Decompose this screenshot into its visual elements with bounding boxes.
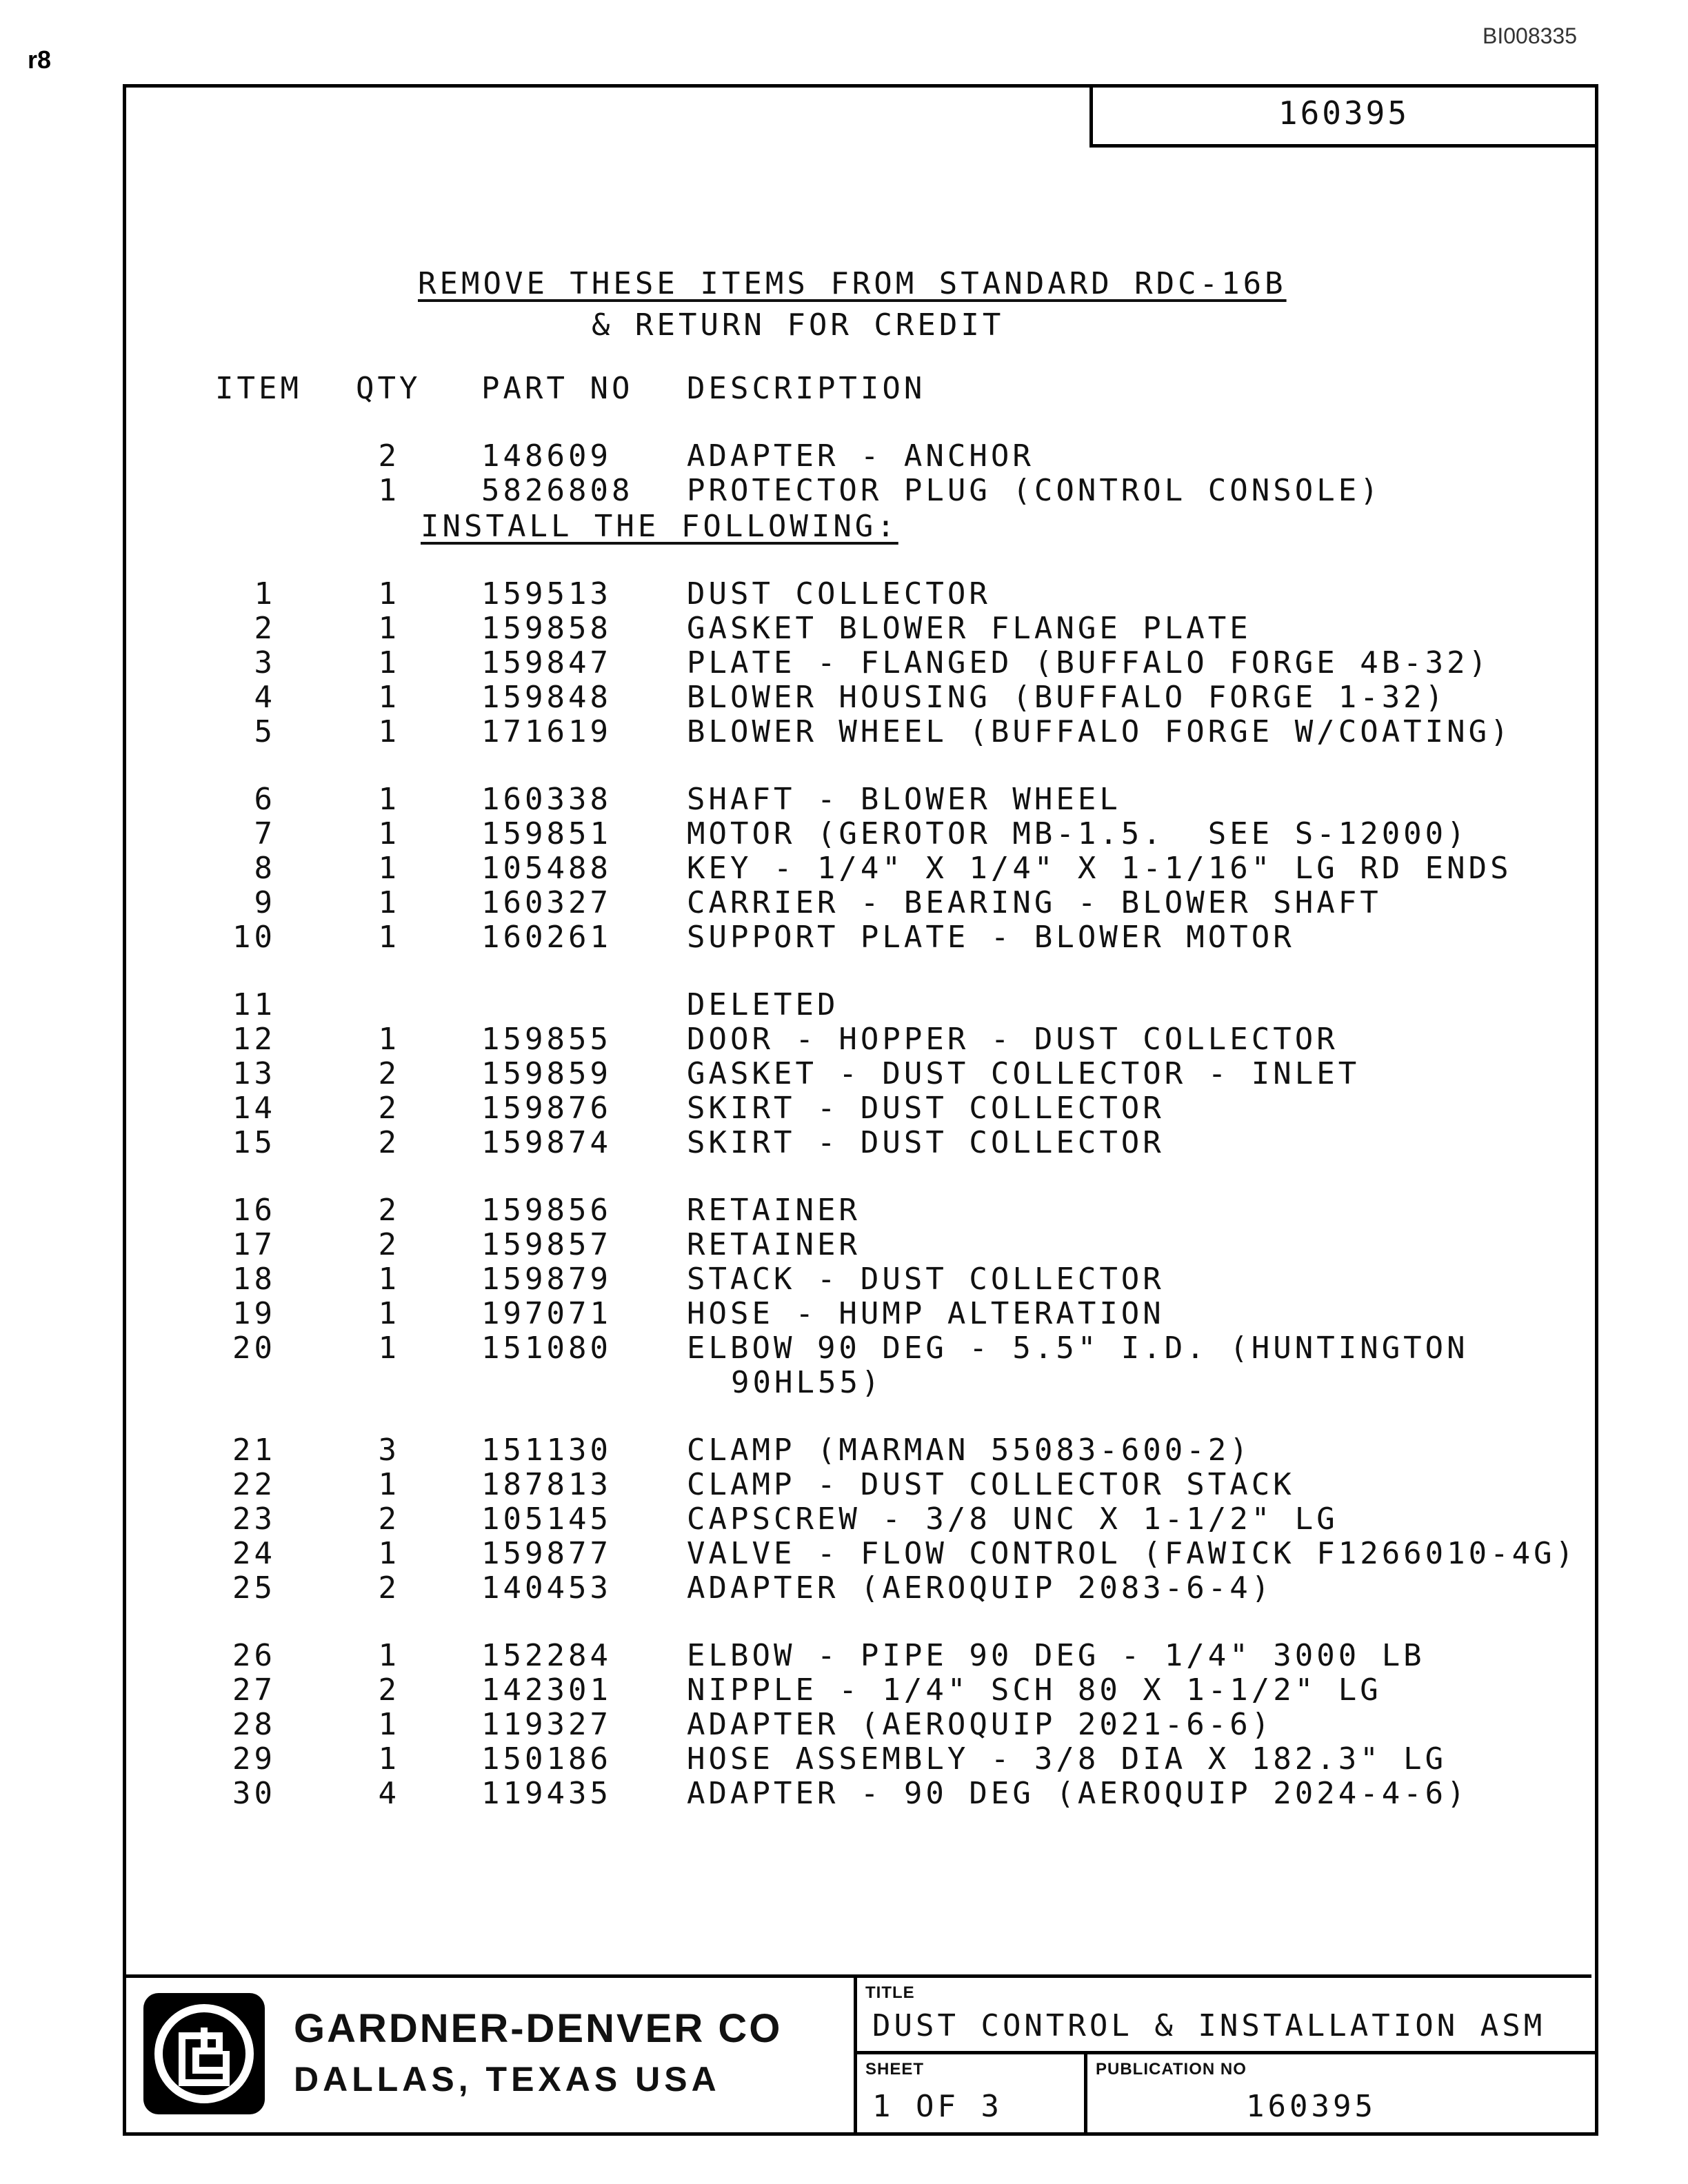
title-block <box>123 1974 1591 2132</box>
table-row <box>0 1433 1688 1467</box>
description: SHAFT - BLOWER WHEEL <box>687 782 1121 817</box>
part-number: 159847 <box>481 645 612 680</box>
table-row <box>0 1536 1688 1570</box>
description: BLOWER HOUSING (BUFFALO FORGE 1-32) <box>687 680 1447 715</box>
description: RETAINER <box>687 1227 861 1262</box>
part-number: 160327 <box>481 885 612 920</box>
part-number: 119327 <box>481 1707 612 1742</box>
description: ADAPTER - ANCHOR <box>687 438 1034 474</box>
part-number: 119435 <box>481 1776 612 1811</box>
table-row <box>0 576 1688 611</box>
table-row <box>0 1741 1688 1776</box>
table-row <box>0 611 1688 645</box>
item-number: 22 <box>232 1467 276 1502</box>
column-header-description: DESCRIPTION <box>687 371 926 406</box>
publication-box <box>1084 2051 1595 2136</box>
part-number: 159877 <box>481 1536 612 1571</box>
quantity: 1 <box>378 816 400 851</box>
quantity: 1 <box>378 714 400 749</box>
quantity: 1 <box>378 1536 400 1571</box>
description: DOOR - HOPPER - DUST COLLECTOR <box>687 1022 1338 1057</box>
item-number: 3 <box>254 645 276 680</box>
quantity: 1 <box>378 1638 400 1673</box>
description: CLAMP - DUST COLLECTOR STACK <box>687 1467 1295 1502</box>
item-number: 21 <box>232 1433 276 1468</box>
item-number: 19 <box>232 1296 276 1331</box>
quantity: 4 <box>378 1776 400 1811</box>
quantity: 2 <box>378 1056 400 1091</box>
part-number: 5826808 <box>481 473 634 508</box>
column-header-item: ITEM <box>215 371 302 406</box>
description: PLATE - FLANGED (BUFFALO FORGE 4B-32) <box>687 645 1491 680</box>
part-number: 197071 <box>481 1296 612 1331</box>
item-number: 25 <box>232 1570 276 1606</box>
part-number: 159859 <box>481 1056 612 1091</box>
description: PROTECTOR PLUG (CONTROL CONSOLE) <box>687 473 1382 508</box>
part-number: 187813 <box>481 1467 612 1502</box>
publication-value: 160395 <box>1246 2089 1376 2124</box>
part-number: 152284 <box>481 1638 612 1673</box>
description: SUPPORT PLATE - BLOWER MOTOR <box>687 920 1295 955</box>
table-row <box>0 1638 1688 1672</box>
description: VALVE - FLOW CONTROL (FAWICK F1266010-4G) <box>687 1536 1578 1571</box>
item-number: 27 <box>232 1672 276 1708</box>
item-number: 15 <box>232 1125 276 1160</box>
part-number: 159874 <box>481 1125 612 1160</box>
part-number: 151080 <box>481 1331 612 1366</box>
heading-line-1: REMOVE THESE ITEMS FROM STANDARD RDC-16B <box>418 266 1287 301</box>
title-label: TITLE <box>865 1983 915 2002</box>
table-row <box>0 1125 1688 1160</box>
quantity: 3 <box>378 1433 400 1468</box>
description: KEY - 1/4" X 1/4" X 1-1/16" LG RD ENDS <box>687 851 1512 886</box>
item-number: 18 <box>232 1262 276 1297</box>
table-row <box>0 1296 1688 1331</box>
gardner-denver-logo <box>143 1993 265 2114</box>
quantity: 1 <box>378 1741 400 1777</box>
item-number: 13 <box>232 1056 276 1091</box>
description-continued: 90HL55) <box>731 1365 883 1400</box>
description: HOSE - HUMP ALTERATION <box>687 1296 1165 1331</box>
quantity: 2 <box>378 1502 400 1537</box>
table-row <box>0 1570 1688 1605</box>
description: GASKET - DUST COLLECTOR - INLET <box>687 1056 1360 1091</box>
table-row <box>0 1672 1688 1707</box>
quantity: 2 <box>378 1193 400 1228</box>
quantity: 2 <box>378 1570 400 1606</box>
column-header-part-no: PART NO <box>481 371 634 406</box>
quantity: 1 <box>378 851 400 886</box>
item-number: 14 <box>232 1091 276 1126</box>
part-number: 160261 <box>481 920 612 955</box>
table-row <box>0 1091 1688 1125</box>
quantity: 1 <box>378 1707 400 1742</box>
item-number: 7 <box>254 816 276 851</box>
description: BLOWER WHEEL (BUFFALO FORGE W/COATING) <box>687 714 1512 749</box>
quantity: 1 <box>378 1296 400 1331</box>
description: ADAPTER - 90 DEG (AEROQUIP 2024-4-6) <box>687 1776 1469 1811</box>
quantity: 1 <box>378 782 400 817</box>
item-number: 24 <box>232 1536 276 1571</box>
item-number: 16 <box>232 1193 276 1228</box>
item-number: 28 <box>232 1707 276 1742</box>
table-row <box>0 714 1688 749</box>
table-row <box>0 885 1688 920</box>
sheet-value: 1 OF 3 <box>872 2089 1003 2124</box>
description: ADAPTER (AEROQUIP 2021-6-6) <box>687 1707 1274 1742</box>
description: ELBOW 90 DEG - 5.5" I.D. (HUNTINGTON <box>687 1331 1469 1366</box>
description: CLAMP (MARMAN 55083-600-2) <box>687 1433 1252 1468</box>
description: DUST COLLECTOR <box>687 576 991 611</box>
table-row <box>0 1331 1688 1400</box>
quantity: 1 <box>378 1331 400 1366</box>
item-number: 17 <box>232 1227 276 1262</box>
quantity: 1 <box>378 645 400 680</box>
part-number: 150186 <box>481 1741 612 1777</box>
company-city: DALLAS, TEXAS USA <box>294 2060 721 2099</box>
item-number: 30 <box>232 1776 276 1811</box>
description: MOTOR (GEROTOR MB-1.5. SEE S-12000) <box>687 816 1469 851</box>
table-row <box>0 645 1688 680</box>
table-row <box>0 1776 1688 1810</box>
description: STACK - DUST COLLECTOR <box>687 1262 1165 1297</box>
part-number: 159855 <box>481 1022 612 1057</box>
table-row <box>0 1227 1688 1262</box>
description: CARRIER - BEARING - BLOWER SHAFT <box>687 885 1382 920</box>
table-row <box>0 1467 1688 1502</box>
item-number: 20 <box>232 1331 276 1366</box>
part-number: 159848 <box>481 680 612 715</box>
part-number: 105488 <box>481 851 612 886</box>
install-heading: INSTALL THE FOLLOWING: <box>421 509 898 544</box>
quantity: 1 <box>378 576 400 611</box>
table-row <box>0 473 1688 507</box>
company-name: GARDNER-DENVER CO <box>294 2006 783 2051</box>
item-number: 10 <box>232 920 276 955</box>
quantity: 1 <box>378 680 400 715</box>
table-row <box>0 1193 1688 1227</box>
table-row <box>0 987 1688 1022</box>
item-number: 12 <box>232 1022 276 1057</box>
table-row <box>0 1022 1688 1056</box>
item-number: 11 <box>232 987 276 1022</box>
description: ADAPTER (AEROQUIP 2083-6-4) <box>687 1570 1274 1606</box>
quantity: 1 <box>378 473 400 508</box>
description: RETAINER <box>687 1193 861 1228</box>
table-row <box>0 816 1688 851</box>
document-id: BI008335 <box>1483 23 1578 48</box>
item-number: 9 <box>254 885 276 920</box>
table-row <box>0 1056 1688 1091</box>
publication-label: PUBLICATION NO <box>1096 2060 1247 2079</box>
table-row <box>0 1262 1688 1296</box>
description: SKIRT - DUST COLLECTOR <box>687 1125 1165 1160</box>
title-value: DUST CONTROL & INSTALLATION ASM <box>872 2008 1546 2043</box>
description: ELBOW - PIPE 90 DEG - 1/4" 3000 LB <box>687 1638 1425 1673</box>
sheet-label: SHEET <box>865 2060 925 2079</box>
quantity: 1 <box>378 1467 400 1502</box>
item-number: 8 <box>254 851 276 886</box>
table-row <box>0 1707 1688 1741</box>
part-number: 159857 <box>481 1227 612 1262</box>
column-header-qty: QTY <box>356 371 421 406</box>
table-row <box>0 920 1688 954</box>
quantity: 2 <box>378 1227 400 1262</box>
description: DELETED <box>687 987 839 1022</box>
description: NIPPLE - 1/4" SCH 80 X 1-1/2" LG <box>687 1672 1382 1708</box>
part-number: 148609 <box>481 438 612 474</box>
quantity: 1 <box>378 1022 400 1057</box>
item-number: 23 <box>232 1502 276 1537</box>
part-number: 159876 <box>481 1091 612 1126</box>
table-row <box>0 1502 1688 1536</box>
item-number: 2 <box>254 611 276 646</box>
item-number: 26 <box>232 1638 276 1673</box>
part-number: 159879 <box>481 1262 612 1297</box>
part-number: 151130 <box>481 1433 612 1468</box>
title-box <box>854 1978 1595 2051</box>
part-number: 159858 <box>481 611 612 646</box>
quantity: 1 <box>378 920 400 955</box>
part-number: 142301 <box>481 1672 612 1708</box>
header-number-box <box>1089 84 1598 148</box>
header-number: 160395 <box>1278 94 1410 132</box>
part-number: 140453 <box>481 1570 612 1606</box>
sheet-box <box>854 2051 1085 2136</box>
table-row <box>0 680 1688 714</box>
table-row <box>0 782 1688 816</box>
quantity: 1 <box>378 885 400 920</box>
quantity: 2 <box>378 1672 400 1708</box>
part-number: 159851 <box>481 816 612 851</box>
part-number: 160338 <box>481 782 612 817</box>
quantity: 2 <box>378 1091 400 1126</box>
item-number: 6 <box>254 782 276 817</box>
quantity: 1 <box>378 1262 400 1297</box>
corner-mark: r8 <box>28 46 52 74</box>
item-number: 29 <box>232 1741 276 1777</box>
part-number: 105145 <box>481 1502 612 1537</box>
description: CAPSCREW - 3/8 UNC X 1-1/2" LG <box>687 1502 1338 1537</box>
heading-line-2: & RETURN FOR CREDIT <box>592 307 1005 343</box>
description: GASKET BLOWER FLANGE PLATE <box>687 611 1252 646</box>
quantity: 2 <box>378 438 400 474</box>
table-row <box>0 851 1688 885</box>
item-number: 1 <box>254 576 276 611</box>
item-number: 4 <box>254 680 276 715</box>
part-number: 171619 <box>481 714 612 749</box>
part-number: 159856 <box>481 1193 612 1228</box>
quantity: 1 <box>378 611 400 646</box>
item-number: 5 <box>254 714 276 749</box>
quantity: 2 <box>378 1125 400 1160</box>
part-number: 159513 <box>481 576 612 611</box>
description: SKIRT - DUST COLLECTOR <box>687 1091 1165 1126</box>
description: HOSE ASSEMBLY - 3/8 DIA X 182.3" LG <box>687 1741 1447 1777</box>
table-row <box>0 438 1688 473</box>
